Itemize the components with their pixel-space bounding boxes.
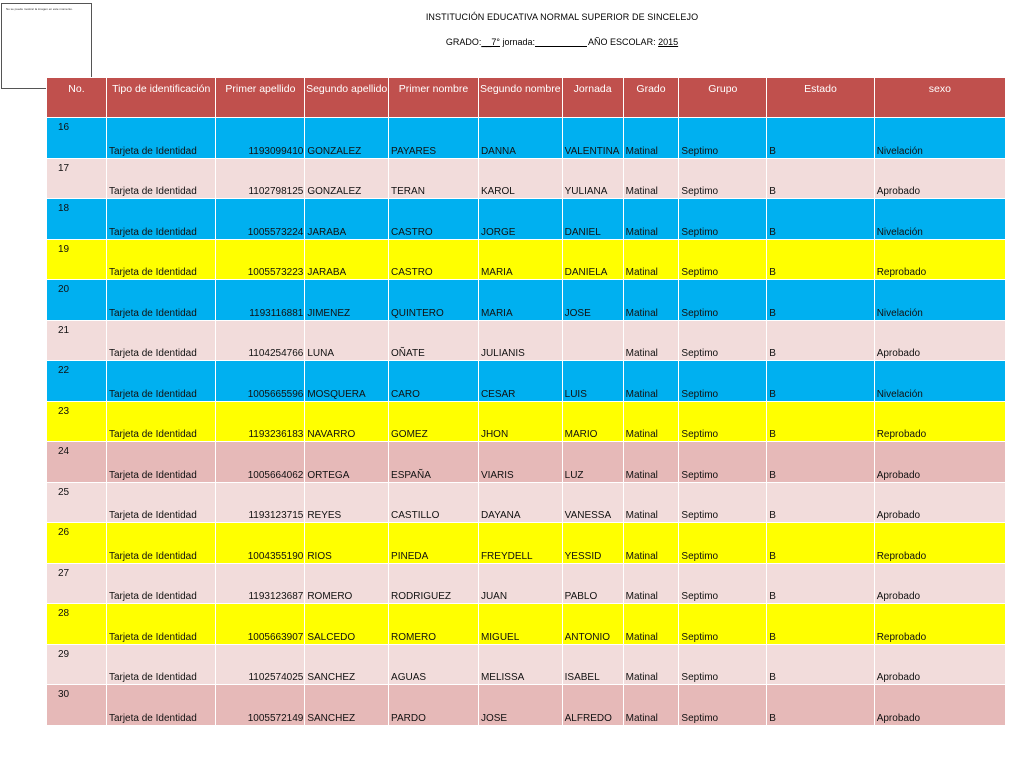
cell-estado: Aprobado (874, 644, 1005, 685)
cell-primer-nombre: MARIA (478, 280, 562, 321)
cell-estado: Aprobado (874, 442, 1005, 483)
cell-primer-apellido: ORTEGA (305, 442, 389, 483)
table-header-row (47, 78, 1006, 118)
cell-primer-apellido: MOSQUERA (305, 361, 389, 402)
cell-grupo: B (767, 563, 874, 604)
cell-tipo-identificacion: Tarjeta de Identidad (106, 523, 216, 564)
cell-segundo-nombre: ISABEL (562, 644, 623, 685)
anio-label: AÑO ESCOLAR: (588, 37, 656, 47)
cell-primer-apellido: LUNA (305, 320, 389, 361)
cell-grado: Septimo (679, 401, 767, 442)
cell-jornada: Matinal (623, 361, 679, 402)
jornada-blank-line (535, 37, 587, 47)
cell-primer-apellido: JARABA (305, 239, 389, 280)
cell-jornada: Matinal (623, 604, 679, 645)
cell-primer-nombre: KAROL (478, 158, 562, 199)
cell-primer-nombre: MARIA (478, 239, 562, 280)
cell-estado: Aprobado (874, 158, 1005, 199)
cell-identification-number: 1193116881 (216, 280, 305, 321)
cell-row-number: 21 (47, 320, 107, 361)
cell-primer-apellido: SANCHEZ (305, 685, 389, 726)
col-header-estado: Estado (767, 78, 874, 118)
cell-segundo-nombre: DANIELA (562, 239, 623, 280)
cell-primer-apellido: RIOS (305, 523, 389, 564)
col-header-no: No. (47, 78, 107, 118)
cell-tipo-identificacion: Tarjeta de Identidad (106, 158, 216, 199)
cell-jornada: Matinal (623, 685, 679, 726)
cell-segundo-apellido: CASTILLO (389, 482, 479, 523)
cell-tipo-identificacion: Tarjeta de Identidad (106, 644, 216, 685)
table-body (47, 118, 1006, 726)
cell-primer-nombre: VIARIS (478, 442, 562, 483)
cell-estado: Nivelación (874, 361, 1005, 402)
cell-identification-number: 1005573224 (216, 199, 305, 240)
table-row (47, 361, 1006, 402)
cell-primer-nombre: DAYANA (478, 482, 562, 523)
table-row (47, 401, 1006, 442)
table-row (47, 442, 1006, 483)
cell-segundo-nombre (562, 320, 623, 361)
table-row (47, 685, 1006, 726)
cell-jornada: Matinal (623, 482, 679, 523)
cell-jornada: Matinal (623, 199, 679, 240)
cell-segundo-nombre: YULIANA (562, 158, 623, 199)
cell-jornada: Matinal (623, 563, 679, 604)
col-header-grupo: Grupo (679, 78, 767, 118)
table-row (47, 604, 1006, 645)
cell-primer-apellido: SANCHEZ (305, 644, 389, 685)
cell-identification-number: 1005573223 (216, 239, 305, 280)
cell-segundo-apellido: GOMEZ (389, 401, 479, 442)
cell-identification-number: 1193123687 (216, 563, 305, 604)
cell-estado: Reprobado (874, 239, 1005, 280)
cell-primer-nombre: JULIANIS (478, 320, 562, 361)
cell-primer-nombre: CESAR (478, 361, 562, 402)
cell-estado: Reprobado (874, 401, 1005, 442)
col-header-primer-nombre: Primer nombre (389, 78, 479, 118)
cell-segundo-apellido: PINEDA (389, 523, 479, 564)
table-row (47, 239, 1006, 280)
cell-row-number: 27 (47, 563, 107, 604)
cell-grupo: B (767, 401, 874, 442)
cell-grado: Septimo (679, 361, 767, 402)
cell-row-number: 18 (47, 199, 107, 240)
cell-estado: Aprobado (874, 320, 1005, 361)
cell-grupo: B (767, 320, 874, 361)
cell-segundo-apellido: PARDO (389, 685, 479, 726)
cell-primer-apellido: GONZALEZ (305, 118, 389, 159)
cell-primer-nombre: JORGE (478, 199, 562, 240)
cell-segundo-nombre: LUIS (562, 361, 623, 402)
cell-tipo-identificacion: Tarjeta de Identidad (106, 239, 216, 280)
cell-grupo: B (767, 118, 874, 159)
cell-segundo-nombre: YESSID (562, 523, 623, 564)
cell-identification-number: 1102574025 (216, 644, 305, 685)
cell-grupo: B (767, 239, 874, 280)
student-table (46, 77, 1006, 726)
cell-primer-nombre: DANNA (478, 118, 562, 159)
grado-value: __7° (481, 37, 500, 47)
cell-segundo-apellido: RODRIGUEZ (389, 563, 479, 604)
cell-row-number: 30 (47, 685, 107, 726)
cell-tipo-identificacion: Tarjeta de Identidad (106, 442, 216, 483)
cell-segundo-apellido: PAYARES (389, 118, 479, 159)
cell-grupo: B (767, 604, 874, 645)
cell-jornada: Matinal (623, 442, 679, 483)
cell-primer-apellido: ROMERO (305, 563, 389, 604)
cell-grado: Septimo (679, 685, 767, 726)
cell-jornada: Matinal (623, 401, 679, 442)
cell-segundo-apellido: CASTRO (389, 239, 479, 280)
cell-tipo-identificacion: Tarjeta de Identidad (106, 604, 216, 645)
cell-estado: Nivelación (874, 199, 1005, 240)
col-header-segundo-apellido: Segundo apellido (305, 78, 389, 118)
jornada-label: jornada: (502, 37, 536, 47)
cell-tipo-identificacion: Tarjeta de Identidad (106, 320, 216, 361)
table-row (47, 523, 1006, 564)
cell-segundo-nombre: MARIO (562, 401, 623, 442)
cell-primer-apellido: REYES (305, 482, 389, 523)
cell-primer-nombre: JHON (478, 401, 562, 442)
cell-segundo-nombre: JOSE (562, 280, 623, 321)
cell-segundo-apellido: QUINTERO (389, 280, 479, 321)
table-row (47, 118, 1006, 159)
cell-row-number: 28 (47, 604, 107, 645)
cell-jornada: Matinal (623, 158, 679, 199)
cell-identification-number: 1004355190 (216, 523, 305, 564)
col-header-grado: Grado (623, 78, 679, 118)
col-header-tipo: Tipo de identificación (106, 78, 216, 118)
cell-grupo: B (767, 442, 874, 483)
cell-segundo-nombre: ANTONIO (562, 604, 623, 645)
cell-grupo: B (767, 361, 874, 402)
cell-identification-number: 1005664062 (216, 442, 305, 483)
institution-title: INSTITUCIÓN EDUCATIVA NORMAL SUPERIOR DE SINCELEJO (425, 12, 699, 22)
cell-jornada: Matinal (623, 644, 679, 685)
cell-estado: Nivelación (874, 280, 1005, 321)
document-subheader (300, 37, 824, 47)
cell-segundo-apellido: OÑATE (389, 320, 479, 361)
cell-segundo-nombre: PABLO (562, 563, 623, 604)
cell-grado: Septimo (679, 158, 767, 199)
cell-identification-number: 1005665596 (216, 361, 305, 402)
cell-row-number: 29 (47, 644, 107, 685)
cell-primer-nombre: MIGUEL (478, 604, 562, 645)
cell-jornada: Matinal (623, 280, 679, 321)
cell-row-number: 16 (47, 118, 107, 159)
cell-primer-apellido: NAVARRO (305, 401, 389, 442)
cell-jornada: Matinal (623, 239, 679, 280)
cell-identification-number: 1193099410 (216, 118, 305, 159)
cell-segundo-apellido: ROMERO (389, 604, 479, 645)
table-row (47, 563, 1006, 604)
cell-row-number: 23 (47, 401, 107, 442)
cell-primer-nombre: MELISSA (478, 644, 562, 685)
cell-identification-number: 1005663907 (216, 604, 305, 645)
cell-estado: Nivelación (874, 118, 1005, 159)
cell-primer-nombre: JUAN (478, 563, 562, 604)
table-row (47, 280, 1006, 321)
cell-primer-apellido: SALCEDO (305, 604, 389, 645)
cell-segundo-nombre: VANESSA (562, 482, 623, 523)
cell-primer-nombre: JOSE (478, 685, 562, 726)
cell-grado: Septimo (679, 644, 767, 685)
cell-estado: Aprobado (874, 685, 1005, 726)
cell-grupo: B (767, 685, 874, 726)
cell-segundo-nombre: LUZ (562, 442, 623, 483)
table-row (47, 158, 1006, 199)
table-row (47, 320, 1006, 361)
cell-tipo-identificacion: Tarjeta de Identidad (106, 361, 216, 402)
cell-grado: Septimo (679, 442, 767, 483)
cell-segundo-apellido: AGUAS (389, 644, 479, 685)
cell-primer-apellido: JIMENEZ (305, 280, 389, 321)
cell-row-number: 19 (47, 239, 107, 280)
cell-segundo-nombre: DANIEL (562, 199, 623, 240)
col-header-sexo: sexo (874, 78, 1005, 118)
cell-estado: Aprobado (874, 482, 1005, 523)
cell-grupo: B (767, 523, 874, 564)
cell-tipo-identificacion: Tarjeta de Identidad (106, 118, 216, 159)
cell-row-number: 26 (47, 523, 107, 564)
cell-grupo: B (767, 158, 874, 199)
grado-label: GRADO: (445, 37, 482, 47)
cell-estado: Aprobado (874, 563, 1005, 604)
cell-tipo-identificacion: Tarjeta de Identidad (106, 482, 216, 523)
col-header-jornada: Jornada (562, 78, 623, 118)
cell-jornada: Matinal (623, 320, 679, 361)
cell-row-number: 20 (47, 280, 107, 321)
cell-grupo: B (767, 199, 874, 240)
cell-identification-number: 1193123715 (216, 482, 305, 523)
table-row (47, 482, 1006, 523)
cell-identification-number: 1102798125 (216, 158, 305, 199)
broken-image-caption: No se puede mostrar la imagen en este momento. (6, 7, 73, 11)
cell-tipo-identificacion: Tarjeta de Identidad (106, 401, 216, 442)
cell-segundo-apellido: TERAN (389, 158, 479, 199)
cell-identification-number: 1193236183 (216, 401, 305, 442)
cell-segundo-apellido: CASTRO (389, 199, 479, 240)
col-header-segundo-nombre: Segundo nombre (478, 78, 562, 118)
cell-tipo-identificacion: Tarjeta de Identidad (106, 563, 216, 604)
cell-grado: Septimo (679, 320, 767, 361)
cell-primer-nombre: FREYDELL (478, 523, 562, 564)
cell-grado: Septimo (679, 280, 767, 321)
cell-segundo-apellido: CARO (389, 361, 479, 402)
cell-identification-number: 1104254766 (216, 320, 305, 361)
cell-tipo-identificacion: Tarjeta de Identidad (106, 685, 216, 726)
anio-value: 2015 (658, 37, 679, 47)
cell-primer-apellido: JARABA (305, 199, 389, 240)
cell-identification-number: 1005572149 (216, 685, 305, 726)
cell-estado: Reprobado (874, 604, 1005, 645)
cell-grado: Septimo (679, 604, 767, 645)
cell-grado: Septimo (679, 563, 767, 604)
cell-segundo-apellido: ESPAÑA (389, 442, 479, 483)
cell-row-number: 17 (47, 158, 107, 199)
cell-grado: Septimo (679, 199, 767, 240)
table-row (47, 199, 1006, 240)
cell-grado: Septimo (679, 482, 767, 523)
cell-row-number: 25 (47, 482, 107, 523)
cell-segundo-nombre: VALENTINA (562, 118, 623, 159)
cell-grupo: B (767, 280, 874, 321)
col-header-primer-apellido: Primer apellido (216, 78, 305, 118)
cell-grado: Septimo (679, 239, 767, 280)
cell-grado: Septimo (679, 118, 767, 159)
cell-segundo-nombre: ALFREDO (562, 685, 623, 726)
cell-jornada: Matinal (623, 118, 679, 159)
cell-estado: Reprobado (874, 523, 1005, 564)
cell-grupo: B (767, 482, 874, 523)
cell-row-number: 22 (47, 361, 107, 402)
cell-primer-apellido: GONZALEZ (305, 158, 389, 199)
cell-tipo-identificacion: Tarjeta de Identidad (106, 280, 216, 321)
cell-grupo: B (767, 644, 874, 685)
table-row (47, 644, 1006, 685)
cell-jornada: Matinal (623, 523, 679, 564)
cell-grado: Septimo (679, 523, 767, 564)
cell-row-number: 24 (47, 442, 107, 483)
cell-tipo-identificacion: Tarjeta de Identidad (106, 199, 216, 240)
